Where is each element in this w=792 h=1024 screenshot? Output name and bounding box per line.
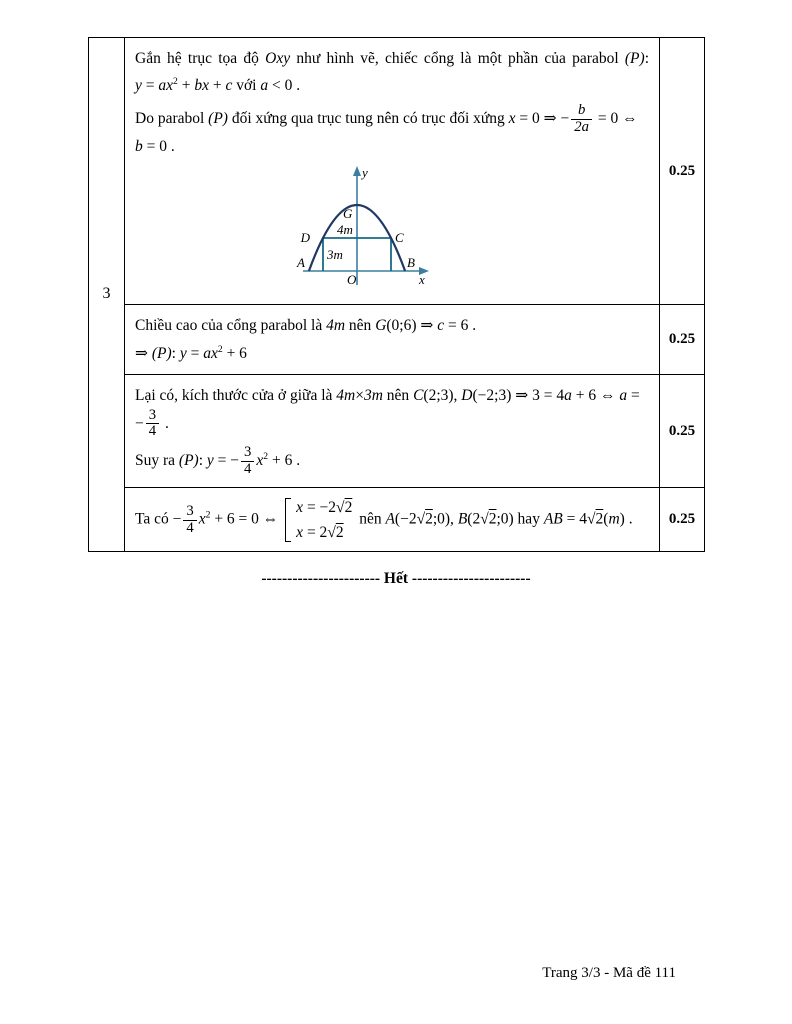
solution-row-4 (125, 487, 704, 551)
solution-row-3 (125, 374, 704, 487)
figure-label-point-c: C (395, 230, 404, 246)
solution-row-3-content (125, 375, 659, 487)
parabola-figure-svg (247, 163, 487, 295)
solution-text: Gắn hệ trục tọa độ Oxy như hình vẽ, chiếc cổng là một phần của parabol (P): (135, 50, 649, 67)
y-axis-arrow-icon (353, 166, 361, 176)
score-cell: 0.25 (659, 375, 704, 487)
figure-label-point-g: G (343, 206, 353, 222)
solution-row-2-content (125, 305, 659, 374)
score-cell: 0.25 (659, 38, 704, 304)
solution-equation: Suy ra (P): y = − $\frac{3}{4}$ $x^2 + 6$ . (135, 444, 301, 478)
answer-table (88, 37, 705, 552)
figure-label-x-axis: x (419, 272, 425, 288)
solution-text: Lại có, kích thước cửa ở giữa là 4m×3m nên C(2;3), D(−2;3) ⇒ 3 = 4a + 6 ⇔ a = − $\frac{3}{4}$ . (135, 387, 640, 440)
parabola-figure (247, 163, 649, 300)
solution-row-2 (125, 304, 704, 374)
question-number-cell: 3 (89, 38, 125, 551)
figure-label-height-dim: 3m (327, 247, 343, 263)
end-of-document-line: ----------------------- Hết ----------------------- (261, 570, 531, 587)
figure-label-y-axis: y (362, 165, 368, 181)
figure-label-width-dim: 4m (337, 222, 353, 238)
solution-text: Ta có − $\frac{3}{4}$ $x^2 + 6 = 0$ ⇔ x = −2√2 x = 2√2 nên A(−2√2;0), B(2√2;0) hay AB = 4√2(m) . (135, 499, 633, 541)
solution-rows (125, 38, 704, 551)
solution-row-1 (125, 38, 704, 304)
solution-row-4-content (125, 488, 659, 551)
score-cell: 0.25 (659, 305, 704, 374)
score-cell: 0.25 (659, 488, 704, 551)
figure-label-point-d: D (300, 230, 310, 246)
figure-label-point-b: B (407, 255, 415, 271)
solution-equation: $y = ax^2$ + bx + c với a < 0 . (135, 76, 301, 95)
solution-row-1-content (125, 38, 659, 304)
page-footer: Trang 3/3 - Mã đề 111 (542, 965, 676, 981)
figure-label-point-a: A (297, 255, 305, 271)
solution-equation: ⇒ (P): $y = ax^2 + 6$ (135, 343, 247, 362)
solution-text: Do parabol (P) đối xứng qua trục tung nên có trục đối xứng x = 0 ⇒ − $\frac{b}{2a}$ = 0 ⇔ b = 0 . (135, 101, 638, 155)
solution-text: Chiều cao của cổng parabol là 4m nên G(0;6) ⇒ c = 6 . (135, 317, 477, 335)
figure-label-origin: O (347, 272, 357, 288)
